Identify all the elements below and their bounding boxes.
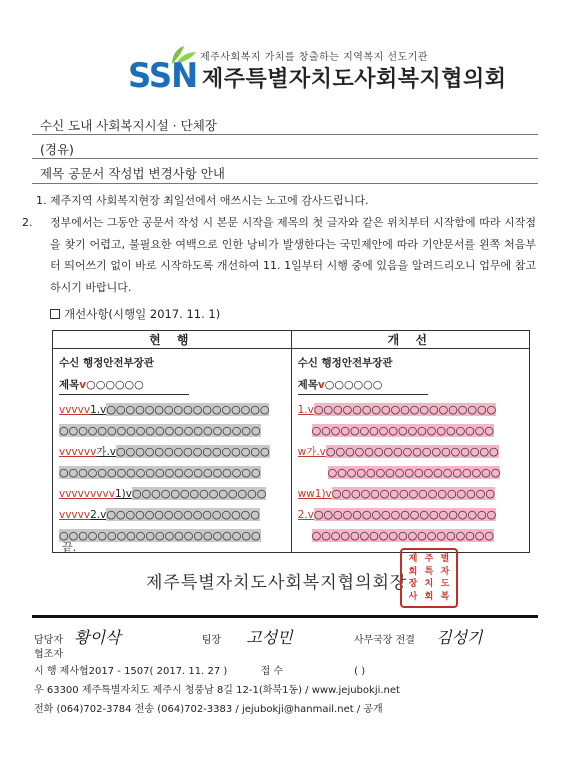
placeholder-circles: ○○○○○○ [86, 378, 144, 391]
item-mark: 1.v [90, 404, 107, 416]
improved-format-cell [291, 349, 529, 553]
space-marks: ww [297, 488, 315, 500]
paragraph-number: 2. [22, 216, 33, 229]
divider [32, 158, 538, 159]
placeholder-circles: ○○○○○○○○○○○○○○○○○○○ [313, 403, 497, 416]
item-mark: 가.v [306, 446, 326, 458]
sample-line [298, 441, 523, 462]
seal-char: 도 [440, 579, 450, 589]
improvement-heading-text: 개선사항(시행일 2017. 11. 1) [64, 307, 221, 321]
seal-char: 치 [424, 579, 434, 589]
sample-line [298, 462, 523, 483]
placeholder-circles: ○○○○○○ [324, 378, 383, 391]
recipient-line: 수신 도내 사회복지시설 · 단체장 [40, 118, 217, 133]
sample-line [59, 399, 285, 420]
placeholder-circles: ○○○○○○○○○○○○○○○○ [106, 508, 260, 521]
space-marks: vvvvvvvvv [59, 488, 115, 500]
receipt-blank: ( ) [354, 666, 366, 677]
seal-char: 사 [408, 591, 418, 602]
placeholder-circles: ○○○○○○○○○○○○○○○○○○○○○ [59, 424, 261, 437]
director-signature: 김성기 [436, 628, 483, 647]
sample-line [298, 525, 523, 546]
sample-line [298, 420, 523, 441]
sample-line [59, 525, 285, 546]
paragraph-number: 1. [36, 194, 47, 207]
team-lead-signature: 고성민 [246, 628, 293, 647]
item-mark: 1)v [314, 488, 332, 500]
receipt-label: 접 수 [260, 666, 283, 677]
enforcement-line [34, 662, 365, 677]
placeholder-circles: ○○○○○○○○○○○○○○ [131, 487, 267, 500]
sample-subject-label: 제목 [297, 379, 318, 391]
sample-line [59, 462, 285, 483]
seal-char: 복 [440, 591, 450, 602]
footer-divider [32, 615, 538, 618]
sample-line [59, 441, 285, 462]
sender-title: 제주특별자치도사회복지협의회장 [146, 573, 408, 593]
placeholder-circles: ○○○○○○○○○○○○○○○○○○ [327, 466, 501, 479]
divider [32, 134, 538, 135]
space-marks: vvvvv [59, 509, 91, 521]
paragraph-1 [36, 190, 536, 212]
improvement-heading [50, 306, 220, 322]
sample-subject-label: 제목 [59, 379, 80, 391]
drafter-signature: 황이삭 [74, 628, 121, 647]
team-lead-label: 팀장 [201, 635, 222, 646]
space-marks: w [297, 446, 307, 458]
coop-label: 협조자 [34, 649, 63, 660]
contact-line: 전화 (064)702-3784 전송 (064)702-3383 / jejubokji@hanmail.net / 공개 [34, 704, 383, 715]
seal-char: 회 [408, 566, 418, 577]
paragraph-text: 정부에서는 그동안 공문서 작성 시 본문 시작을 제목의 첫 글자와 같은 위치부터 시작함에 따라 시작점을 찾기 어렵고, 불필요한 여백으로 인한 낭비가 발생한다는 국민제안에 따라 기안문서를 왼쪽 처음부터 띄어쓰기 없이 바로 시작하도록 개선하여 11. 1일부터 시행 중에 있음을 알려드리오니 업무에 참고하시기 바랍니다. [50, 216, 536, 294]
end-mark: 끝. [62, 541, 77, 554]
space-mark: v [317, 379, 325, 391]
sample-line [59, 504, 285, 525]
enforcement-number: 시 행 제사협2017 - 1507( 2017. 11. 27 ) [34, 666, 228, 677]
placeholder-circles: ○○○○○○○○○○○○○○○○○○○ [311, 529, 494, 542]
item-mark: 1.v [297, 404, 314, 416]
sample-line [298, 399, 523, 420]
seal-char: 자 [440, 566, 450, 577]
org-name: 제주특별자치도사회복지협의회 [202, 67, 507, 92]
space-mark: v [79, 379, 87, 391]
org-slogan: 제주사회복지 가치를 창출하는 지역복지 선도기관 [200, 52, 429, 63]
item-mark: 2.v [90, 509, 107, 521]
address-line: 우 63300 제주특별자치도 제주시 청풍남 8길 12-1(화북1동) / www.jejubokji.net [34, 685, 400, 696]
item-mark: 가.v [96, 446, 116, 458]
placeholder-circles: ○○○○○○○○○○○○○○○○○ [106, 403, 270, 416]
official-seal [400, 548, 458, 608]
sample-subject [298, 374, 428, 395]
paragraph-text: 제주지역 사회복지현장 최일선에서 애쓰시는 노고에 감사드립니다. [50, 194, 369, 207]
placeholder-circles: ○○○○○○○○○○○○○○○○○○○ [313, 508, 497, 521]
space-marks: vvvvvv [59, 446, 97, 458]
sample-recipient: 수신 행정안전부장관 [59, 357, 154, 369]
seal-char: 장 [408, 579, 418, 589]
brand-logo-text: SSN [128, 56, 198, 96]
sample-subject [59, 374, 189, 395]
seal-char: 특 [424, 566, 434, 577]
item-mark: 1)v [114, 488, 132, 500]
column-header-improved: 개 선 [291, 331, 529, 349]
letterhead [0, 0, 572, 100]
placeholder-circles: ○○○○○○○○○○○○○○○○○○○○○ [59, 529, 261, 542]
sample-line [298, 483, 523, 504]
sample-recipient: 수신 행정안전부장관 [297, 357, 393, 369]
seal-char: 별 [440, 554, 450, 564]
divider [32, 183, 538, 184]
placeholder-circles: ○○○○○○○○○○○○○○○○ [116, 445, 270, 458]
sample-line [298, 504, 523, 525]
sample-line [59, 420, 285, 441]
sample-line [59, 483, 285, 504]
via-line: (경유) [40, 142, 74, 157]
column-header-current: 현 행 [53, 331, 292, 349]
placeholder-circles: ○○○○○○○○○○○○○○○○○○○ [311, 424, 494, 437]
seal-char: 주 [424, 554, 434, 564]
item-mark: 2.v [297, 509, 314, 521]
seal-char: 회 [424, 591, 434, 602]
paragraph-2 [22, 212, 536, 298]
current-format-cell [53, 349, 292, 553]
approval-line [34, 625, 483, 648]
placeholder-circles: ○○○○○○○○○○○○○○○○○○ [325, 445, 499, 458]
checkbox-icon [50, 309, 60, 319]
subject-line: 제목 공문서 작성법 변경사항 안내 [40, 166, 225, 181]
director-label: 사무국장 전결 [353, 635, 415, 646]
placeholder-circles: ○○○○○○○○○○○○○○○○○○○○○ [59, 466, 261, 479]
comparison-table [52, 330, 530, 553]
space-marks: vvvvv [59, 404, 91, 416]
drafter-label: 담당자 [34, 635, 63, 646]
seal-char: 제 [408, 554, 418, 564]
placeholder-circles: ○○○○○○○○○○○○○○○○○ [331, 487, 495, 500]
